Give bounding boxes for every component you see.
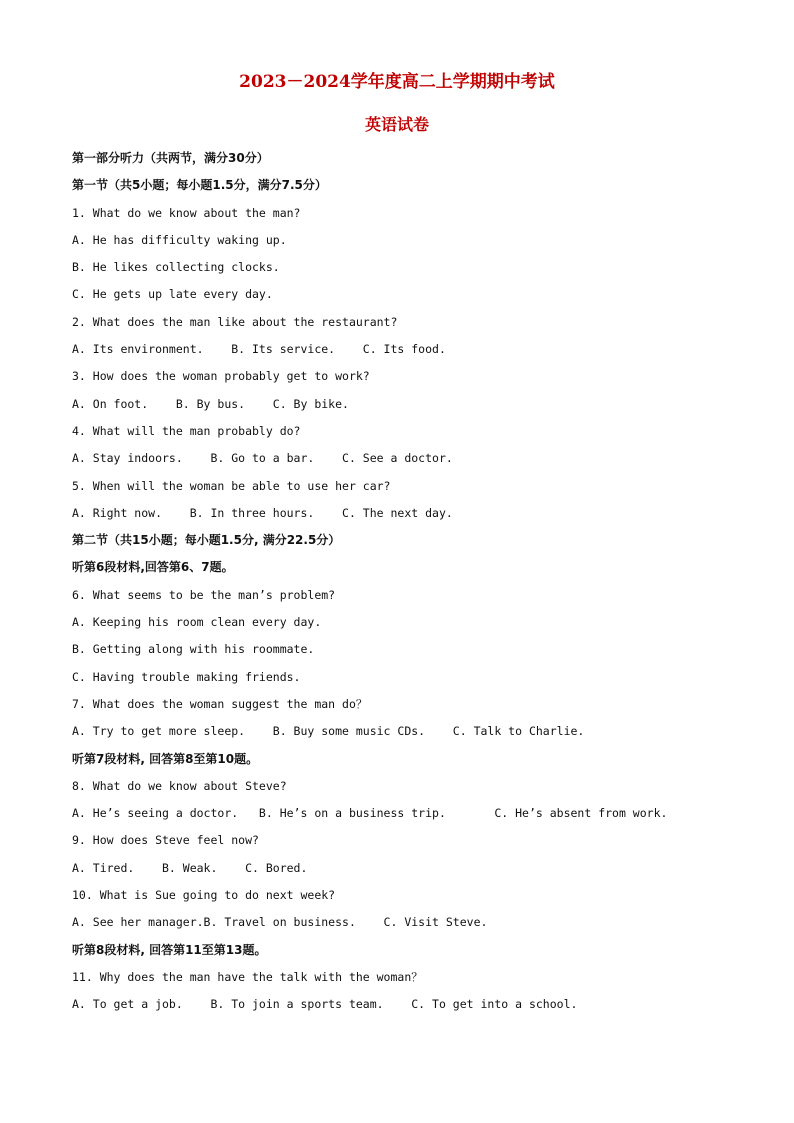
- answer-options: A. See her manager.B. Travel on business. C. Visit Steve.: [72, 915, 488, 930]
- question-text: 3. How does the woman probably get to work?: [72, 369, 370, 384]
- section-heading: 第一部分听力（共两节，满分30分）: [72, 151, 269, 165]
- question-text: 1. What do we know about the man?: [72, 205, 301, 220]
- exam-title: 2023－2024学年度高二上学期期中考试: [239, 72, 555, 92]
- section-heading: 听第6段材料,回答第6、7题。: [72, 560, 234, 575]
- answer-options: A. On foot. B. By bus. C. By bike.: [72, 396, 349, 411]
- answer-options: A. He has difficulty waking up.: [72, 232, 287, 247]
- answer-options: A. Right now. B. In three hours. C. The next day.: [72, 505, 453, 520]
- question-text: 9. How does Steve feel now?: [72, 833, 259, 848]
- section-heading: 第一节（共5小题；每小题1.5分，满分7.5分）: [72, 178, 327, 193]
- answer-options: A. Stay indoors. B. Go to a bar. C. See a doctor.: [72, 451, 453, 466]
- section-heading: 听第7段材料, 回答第8至第10题。: [72, 751, 259, 766]
- question-text: 5. When will the woman be able to use her car?: [72, 478, 391, 493]
- answer-options: A. Keeping his room clean every day.: [72, 615, 322, 630]
- answer-options: A. Tired. B. Weak. C. Bored.: [72, 860, 308, 875]
- answer-options: A. He’s seeing a doctor. B. He’s on a business trip. C. He’s absent from work.: [72, 806, 668, 821]
- question-text: 11. Why does the man have the talk with the woman？: [72, 969, 423, 984]
- answer-options: A. Its environment. B. Its service. C. Its food.: [72, 342, 446, 357]
- answer-options: A. To get a job. B. To join a sports team. C. To get into a school.: [72, 997, 578, 1012]
- exam-subtitle: 英语试卷: [364, 115, 429, 134]
- section-heading: 第二节（共15小题；每小题1.5分, 满分22.5分）: [72, 533, 341, 548]
- question-text: 4. What will the man probably do?: [72, 423, 301, 438]
- answer-options: A. Try to get more sleep. B. Buy some music CDs. C. Talk to Charlie.: [72, 724, 585, 739]
- question-text: 7. What does the woman suggest the man do？: [72, 696, 368, 711]
- section-heading: 听第8段材料, 回答第11至第13题。: [72, 942, 267, 957]
- question-text: 2. What does the man like about the restaurant?: [72, 314, 398, 329]
- question-text: 6. What seems to be the man’s problem?: [72, 587, 336, 602]
- question-list: [72, 148, 772, 1022]
- question-text: 10. What is Sue going to do next week?: [72, 888, 336, 903]
- question-text: 8. What do we know about Steve?: [72, 778, 287, 793]
- answer-options: C. He gets up late every day.: [72, 287, 273, 302]
- answer-options: B. Getting along with his roommate.: [72, 642, 315, 657]
- answer-options: B. He likes collecting clocks.: [72, 260, 280, 275]
- answer-options: C. Having trouble making friends.: [72, 669, 301, 684]
